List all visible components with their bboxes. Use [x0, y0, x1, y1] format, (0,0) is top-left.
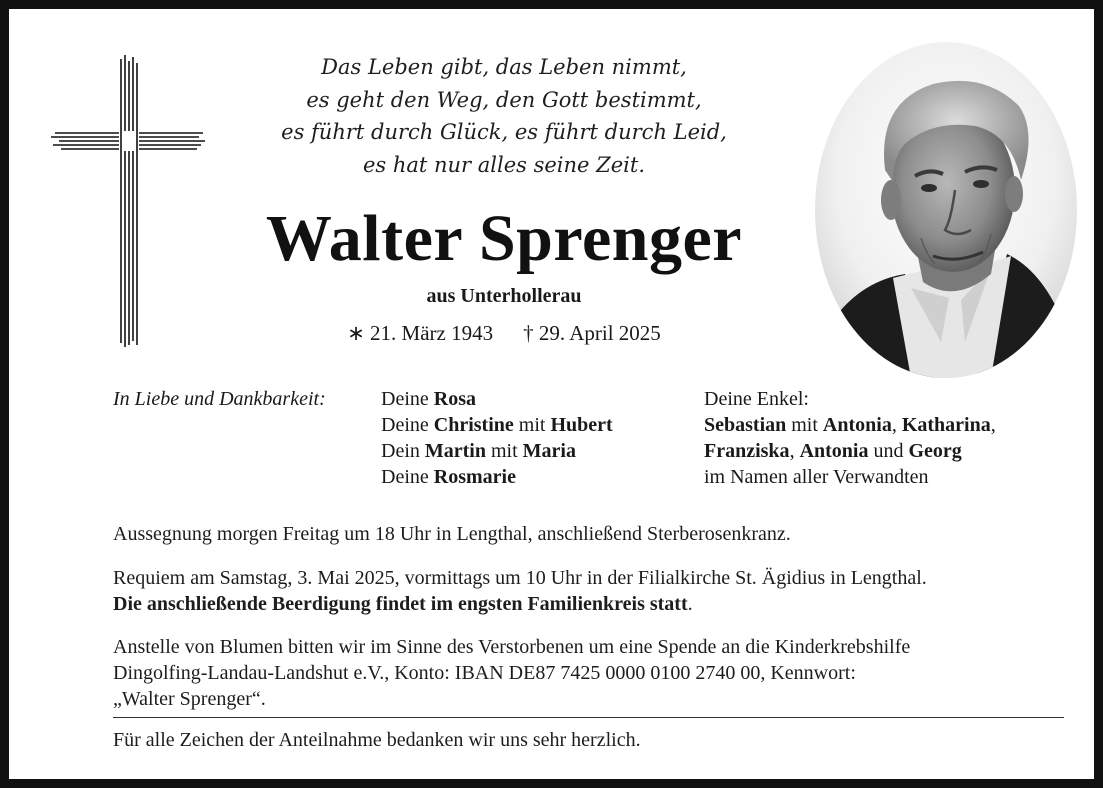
list-item: Sebastian mit Antonia, Katharina, — [704, 414, 996, 436]
poem-line: es geht den Weg, den Gott bestimmt, — [306, 87, 702, 112]
blessing-notice: Aussegnung morgen Freitag um 18 Uhr in Lengthal, anschließend Sterberosenkranz. — [113, 523, 791, 545]
donation-line: „Walter Sprenger“. — [113, 688, 266, 710]
requiem-line: Requiem am Samstag, 3. Mai 2025, vormittags um 10 Uhr in der Filialkirche St. Ägidius in Lengthal. — [113, 567, 927, 589]
grandchildren-heading: Deine Enkel: — [704, 388, 809, 410]
donation-line: Anstelle von Blumen bitten wir im Sinne des Verstorbenen um eine Spende an die Kinderkrebshilfe — [113, 636, 911, 658]
list-item: Deine Rosa — [381, 388, 476, 410]
list-item: Dein Martin mit Maria — [381, 440, 576, 462]
list-item: Franziska, Antonia und Georg — [704, 440, 962, 462]
life-dates — [309, 319, 699, 347]
dedication-label: In Liebe und Dankbarkeit: — [113, 388, 326, 410]
portrait-photo — [815, 42, 1077, 378]
donation-line: Dingolfing-Landau-Landshut e.V., Konto: IBAN DE87 7425 0000 0100 2740 00, Kennwort: — [113, 662, 856, 684]
poem — [259, 51, 749, 181]
list-item: Deine Rosmarie — [381, 466, 516, 488]
poem-line: es führt durch Glück, es führt durch Leid, — [281, 120, 727, 144]
death-date: † 29. April 2025 — [523, 321, 661, 345]
divider — [113, 717, 1064, 718]
poem-line: Das Leben gibt, das Leben nimmt, — [321, 55, 687, 79]
grandchildren-closing: im Namen aller Verwandten — [704, 466, 929, 488]
cross-icon — [49, 53, 209, 349]
deceased-name: Walter Sprenger — [265, 202, 743, 275]
poem-line: es hat nur alles seine Zeit. — [362, 152, 646, 177]
grandchildren-list — [704, 386, 996, 490]
requiem-notice — [113, 565, 1073, 617]
donation-notice — [113, 634, 1073, 712]
thanks-notice: Für alle Zeichen der Anteilnahme bedanken wir uns sehr herzlich. — [113, 729, 641, 751]
birth-date: ∗ 21. März 1943 — [347, 321, 494, 345]
deceased-origin: aus Unterhollerau — [426, 285, 582, 307]
burial-line: Die anschließende Beerdigung findet im engsten Familienkreis statt. — [113, 593, 693, 615]
list-item: Deine Christine mit Hubert — [381, 414, 613, 436]
family-list — [381, 386, 613, 490]
